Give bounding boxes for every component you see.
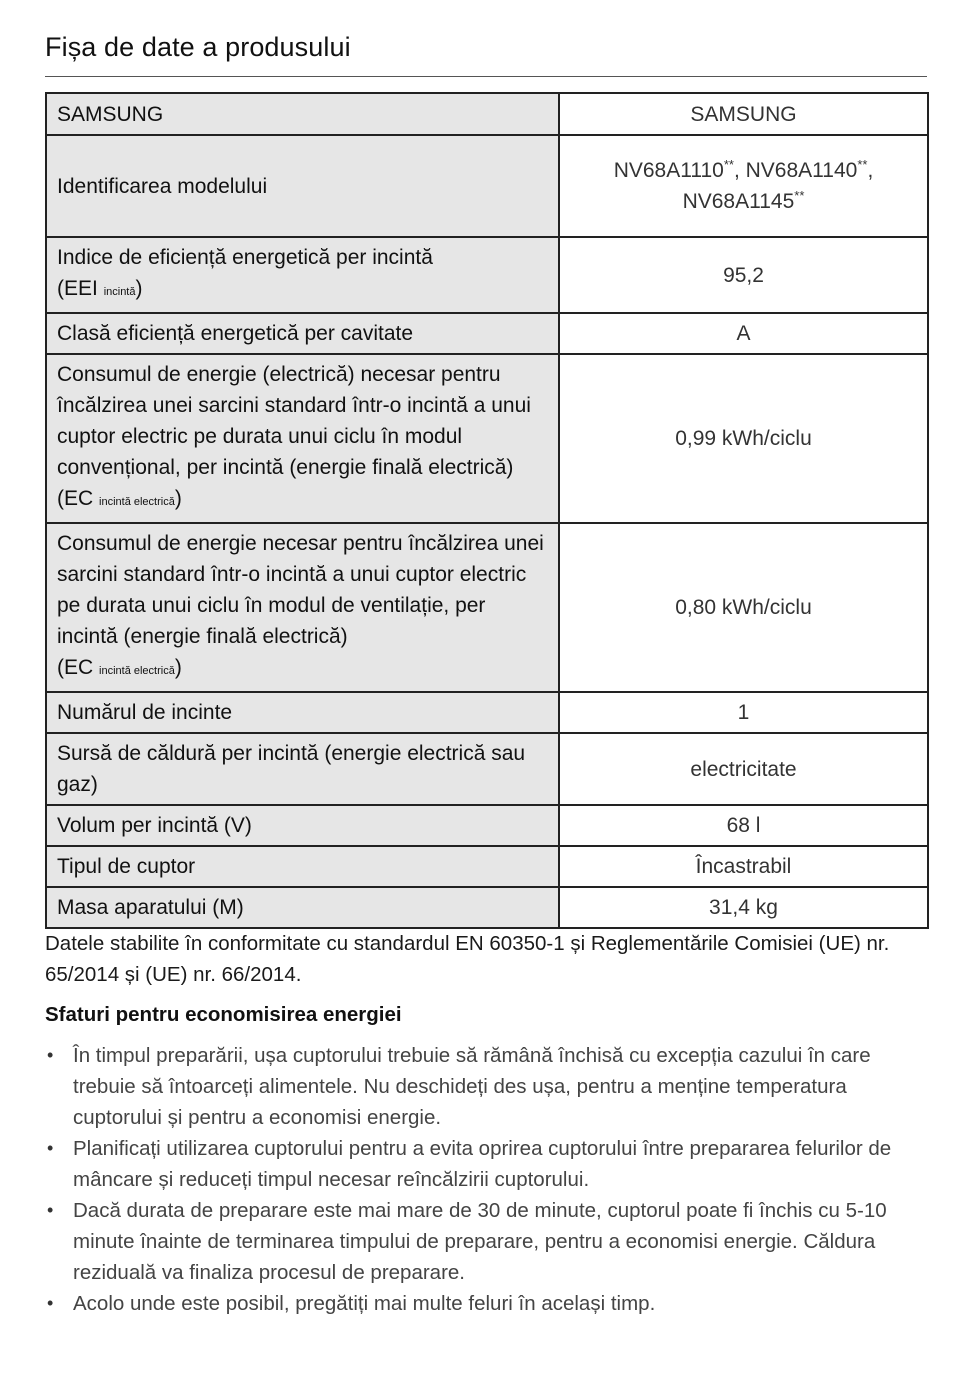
table-row <box>46 354 928 523</box>
table-row <box>46 846 928 887</box>
energy-class-value: A <box>559 313 928 354</box>
cavities-label: Numărul de incinte <box>46 692 559 733</box>
ec-conventional-value: 0,99 kWh/ciclu <box>559 354 928 523</box>
ec-ventilation-value: 0,80 kWh/ciclu <box>559 523 928 692</box>
brand-value: SAMSUNG <box>559 93 928 135</box>
eei-abbr: (EEI <box>57 277 98 300</box>
model-1110: NV68A1110 <box>613 159 724 182</box>
tip-text: Acolo unde este posibil, pregătiți mai multe feluri în același timp. <box>73 1292 656 1315</box>
title-divider <box>45 76 927 77</box>
ec-ventilation-abbr: (EC <box>57 656 94 679</box>
ec-conventional-text: Consumul de energie (electrică) necesar pentru încălzirea unei sarcini standard într-o incintă a unui cuptor electric pe durata unui ciclu în modul convențional, per incintă (energie finală electrică) <box>57 363 531 479</box>
model-stars: ** <box>857 157 868 172</box>
oven-type-value: Încastrabil <box>559 846 928 887</box>
list-item <box>45 1195 935 1288</box>
volume-label: Volum per incintă (V) <box>46 805 559 846</box>
bullet-icon: • <box>47 1045 54 1065</box>
tips-heading: Sfaturi pentru economisirea energiei <box>45 1003 402 1026</box>
mass-value: 31,4 kg <box>559 887 928 928</box>
tip-text: În timpul preparării, ușa cuptorului trebuie să rămână închisă cu excepția cazului în care trebuie să întoarceți alimentele. Nu deschideți des ușa, pentru a menține temperatura cuptorului și pentru a economisi energie. <box>73 1044 871 1129</box>
eei-close: ) <box>135 277 143 300</box>
brand-label: SAMSUNG <box>46 93 559 135</box>
ec-ventilation-close: ) <box>174 656 182 679</box>
page-title: Fișa de date a produsului <box>45 32 351 62</box>
table-row <box>46 523 928 692</box>
model-value <box>559 135 928 237</box>
model-label: Identificarea modelului <box>46 135 559 237</box>
eei-label <box>46 237 559 313</box>
table-row <box>46 135 928 237</box>
list-item <box>45 1133 935 1195</box>
table-row <box>46 733 928 805</box>
heat-source-label: Sursă de căldură per incintă (energie electrică sau gaz) <box>46 733 559 805</box>
oven-type-label: Tipul de cuptor <box>46 846 559 887</box>
ec-ventilation-text: Consumul de energie necesar pentru încălzirea unei sarcini standard într-o incintă a unui cuptor electric pe durata unui ciclu în modul de ventilație, per incintă (energie finală electrică) <box>57 532 544 648</box>
table-row <box>46 93 928 135</box>
list-item <box>45 1288 935 1319</box>
table-row <box>46 313 928 354</box>
tip-text: Dacă durata de preparare este mai mare de 30 de minute, cuptorul poate fi închis cu 5-10 minute înainte de terminarea timpului de preparare, pentru a economisi energie. Căldura reziduală va finaliza procesul de preparare. <box>73 1199 887 1284</box>
heat-source-value: electricitate <box>559 733 928 805</box>
ec-ventilation-subscript: incintă electrică <box>99 665 175 677</box>
eei-label-text: Indice de eficiență energetică per incintă <box>57 246 433 269</box>
tip-text: Planificați utilizarea cuptorului pentru a evita oprirea cuptorului între prepararea felurilor de mâncare și reduceți timpul necesar reîncălzirii cuptorului. <box>73 1137 892 1191</box>
energy-class-label: Clasă eficiență energetică per cavitate <box>46 313 559 354</box>
model-stars: ** <box>723 157 734 172</box>
model-stars: ** <box>794 188 805 203</box>
ec-conventional-subscript: incintă electrică <box>99 496 175 508</box>
bullet-icon: • <box>47 1200 54 1220</box>
product-data-table <box>45 92 929 929</box>
ec-conventional-close: ) <box>174 487 182 510</box>
volume-value: 68 l <box>559 805 928 846</box>
model-1145: NV68A1145 <box>682 190 795 213</box>
ec-conventional-label <box>46 354 559 523</box>
list-item <box>45 1040 935 1133</box>
bullet-icon: • <box>47 1293 54 1313</box>
mass-label: Masa aparatului (M) <box>46 887 559 928</box>
standards-note: Datele stabilite în conformitate cu standardul EN 60350-1 și Reglementările Comisiei (UE) nr. 65/2014 și (UE) nr. 66/2014. <box>45 932 890 986</box>
table-row <box>46 237 928 313</box>
model-1140: , NV68A1140 <box>733 159 858 182</box>
table-row <box>46 887 928 928</box>
model-separator: , <box>867 159 874 182</box>
bullet-icon: • <box>47 1138 54 1158</box>
table-row <box>46 805 928 846</box>
tips-list <box>45 1040 935 1319</box>
ec-ventilation-label <box>46 523 559 692</box>
cavities-value: 1 <box>559 692 928 733</box>
table-row <box>46 692 928 733</box>
ec-conventional-abbr: (EC <box>57 487 94 510</box>
eei-value: 95,2 <box>559 237 928 313</box>
eei-subscript: incintă <box>103 286 136 298</box>
